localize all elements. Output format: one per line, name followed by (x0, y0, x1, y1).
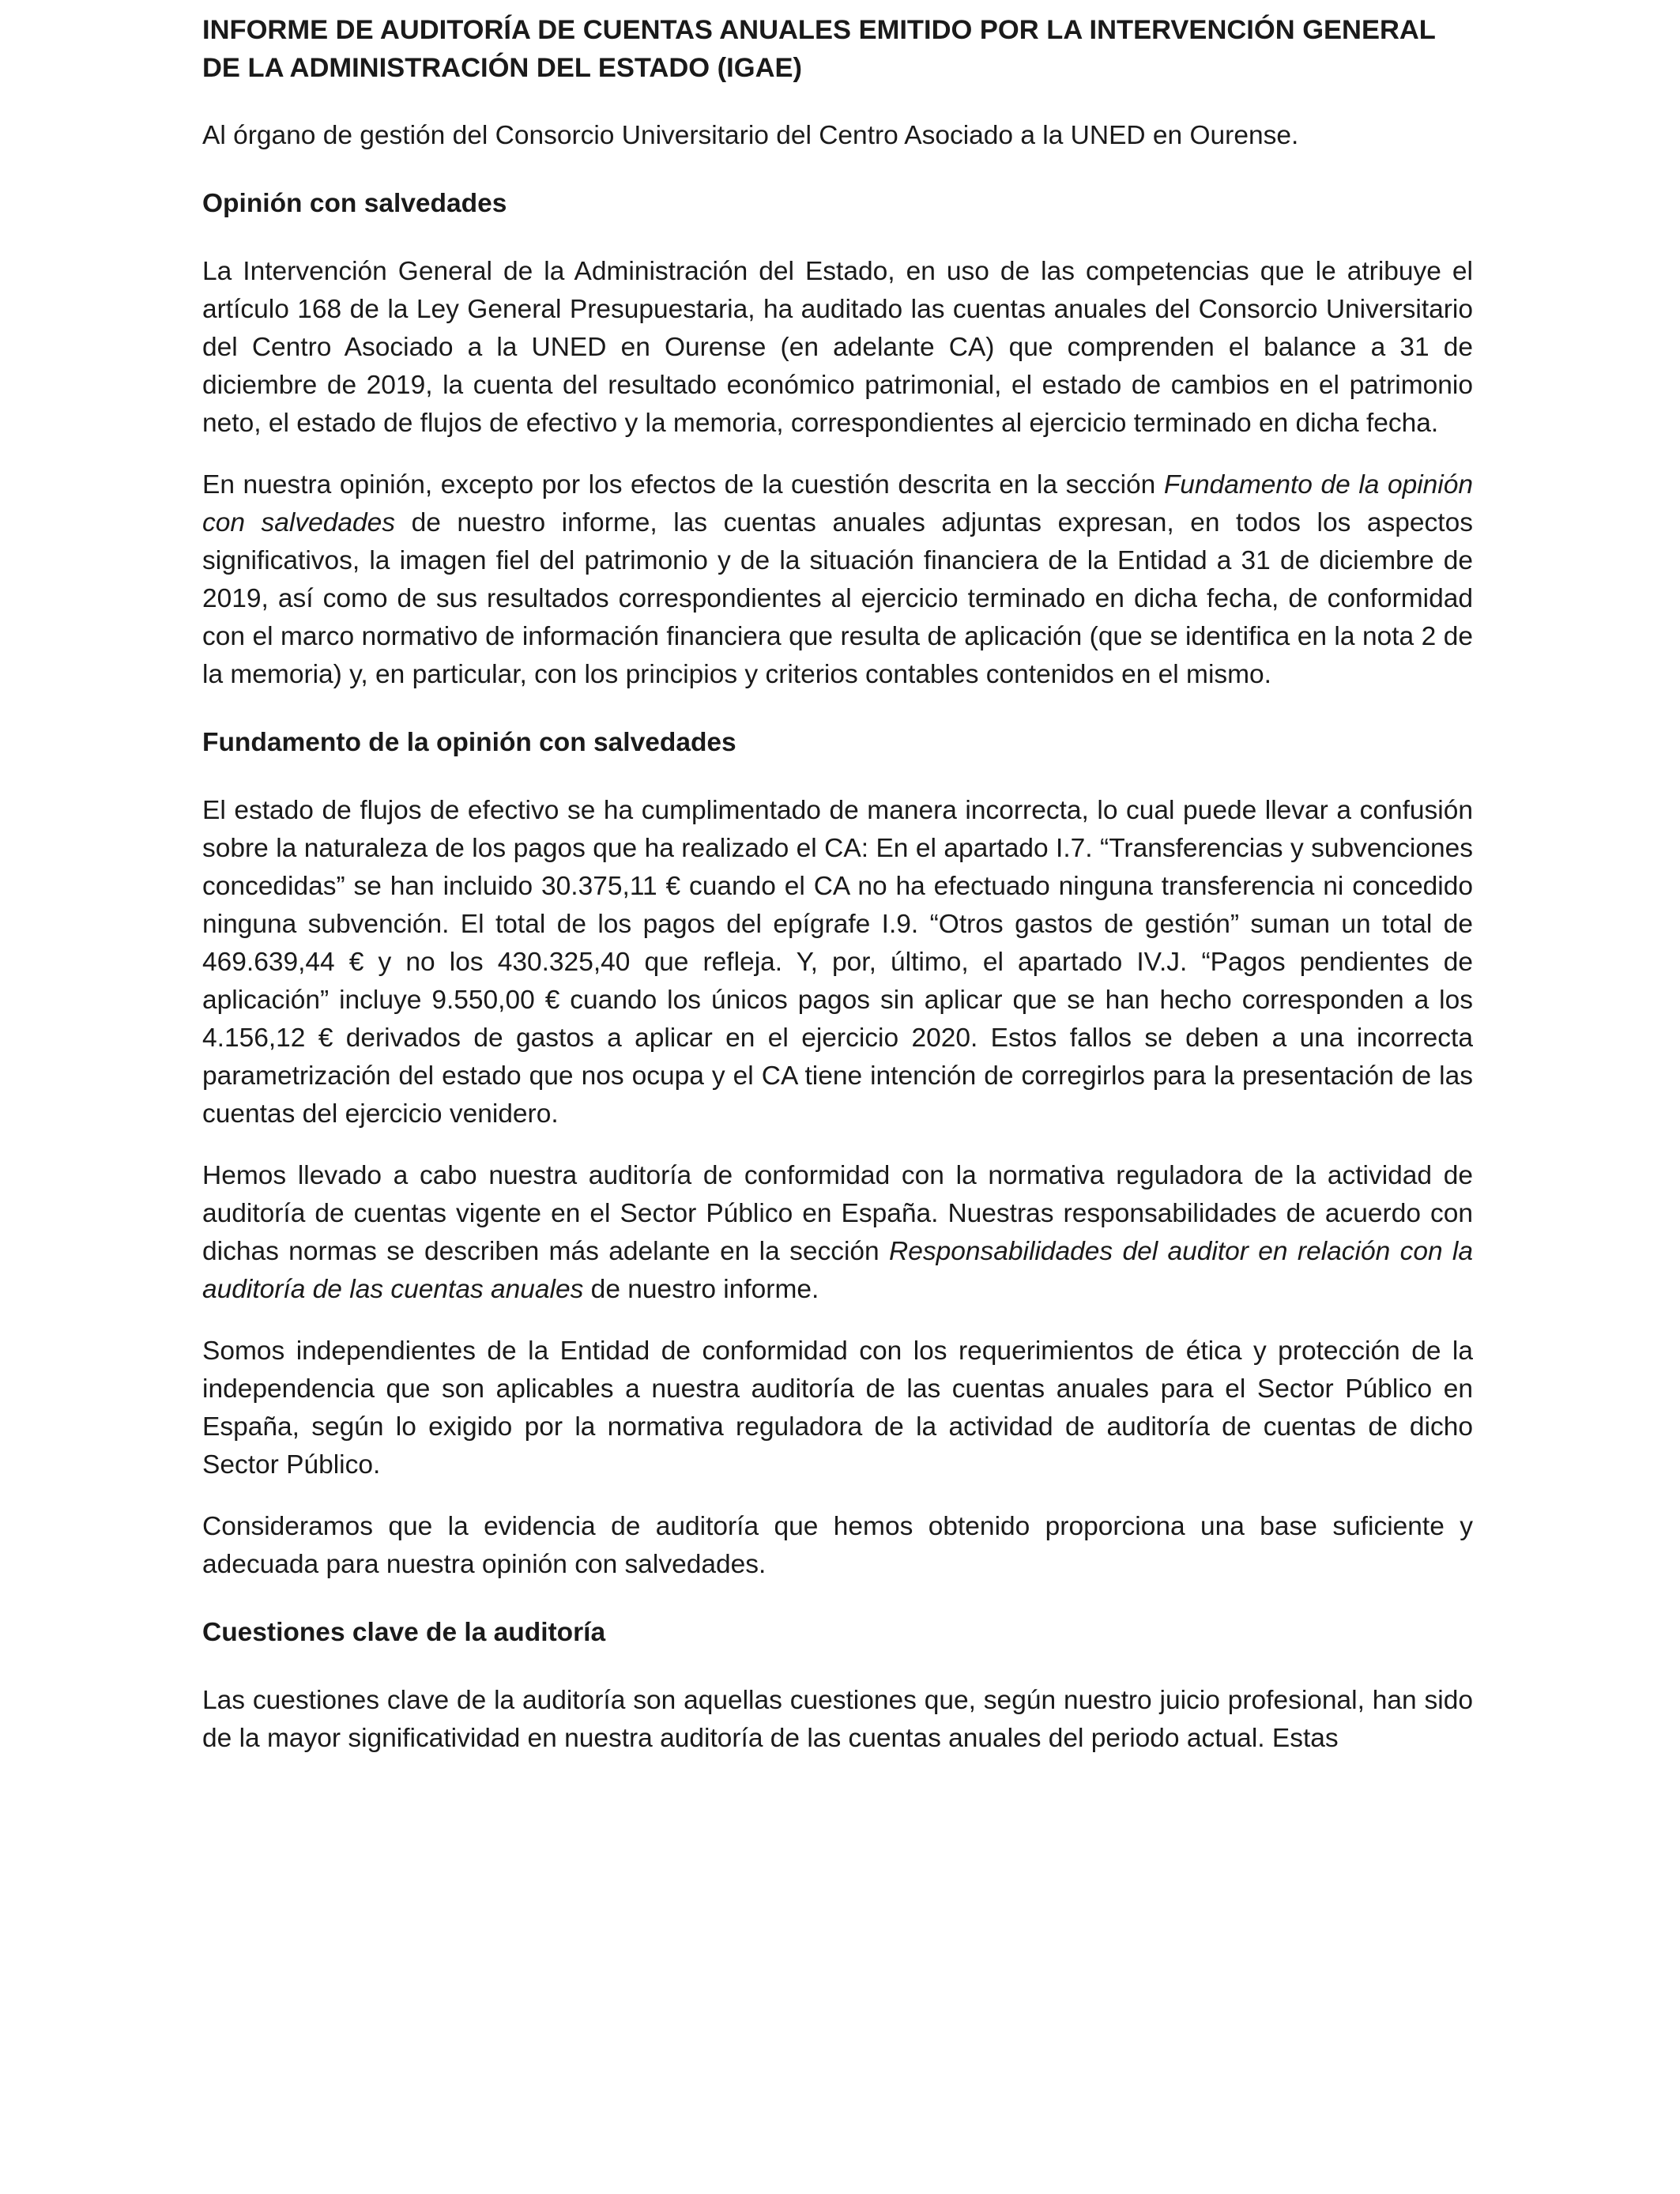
report-title: INFORME DE AUDITORÍA DE CUENTAS ANUALES EMITIDO POR LA INTERVENCIÓN GENERAL DE LA ADMINISTRACIÓN DEL ESTADO (IGAE) (202, 15, 1436, 83)
opinion-p2-text-a: En nuestra opinión, excepto por los efectos de la cuestión descrita en la sección (202, 470, 1164, 499)
fundamento-paragraph-3: Somos independientes de la Entidad de conformidad con los requerimientos de ética y protección de la independencia que son aplicables a nuestra auditoría de las cuentas anuales para el Sector Público en España, según lo exigido por la normativa reguladora de la actividad de auditoría de cuentas de dicho Sector Público. (202, 1336, 1473, 1480)
fundamento-p2-italic: Responsabilidades del auditor en relación con la auditoría de las cuentas anuales (202, 1237, 1474, 1304)
fundamento-p2-text-b: de nuestro informe. (583, 1275, 819, 1304)
cuestiones-paragraph-1: Las cuestiones clave de la auditoría son aquellas cuestiones que, según nuestro juicio profesional, han sido de la mayor significatividad en nuestra auditoría de las cuentas anuales del periodo actual. Estas (202, 1686, 1473, 1753)
addressee-line: Al órgano de gestión del Consorcio Universitario del Centro Asociado a la UNED en Ourense. (202, 121, 1299, 150)
fundamento-paragraph-4: Consideramos que la evidencia de auditoría que hemos obtenido proporciona una base suficiente y adecuada para nuestra opinión con salvedades. (202, 1512, 1473, 1579)
fundamento-paragraph-2 (202, 1157, 1473, 1309)
opinion-p2-italic: Fundamento de la opinión con salvedades (202, 470, 1473, 537)
cuestiones-heading: Cuestiones clave de la auditoría (202, 1618, 606, 1647)
opinion-paragraph-2 (202, 466, 1473, 694)
opinion-p2-text-b: de nuestro informe, las cuentas anuales adjuntas expresan, en todos los aspectos significativos, la imagen fiel del patrimonio y de la situación financiera de la Entidad a 31 de diciembre de 2019, así como de sus resultados correspondientes al ejercicio terminado en dicha fecha, de conformidad con el marco normativo de información financiera que resulta de aplicación (que se identifica en la nota 2 de la memoria) y, en particular, con los principios y criterios contables contenidos en el mismo. (202, 508, 1473, 689)
fundamento-heading: Fundamento de la opinión con salvedades (202, 728, 736, 757)
opinion-heading: Opinión con salvedades (202, 189, 507, 218)
opinion-paragraph-1: La Intervención General de la Administración del Estado, en uso de las competencias que le atribuye el artículo 168 de la Ley General Presupuestaria, ha auditado las cuentas anuales del Consorcio Universitario del Centro Asociado a la UNED en Ourense (en adelante CA) que comprenden el balance a 31 de diciembre de 2019, la cuenta del resultado económico patrimonial, el estado de cambios en el patrimonio neto, el estado de flujos de efectivo y la memoria, correspondientes al ejercicio terminado en dicha fecha. (202, 257, 1473, 438)
document-page (202, 11, 1473, 1781)
fundamento-p2-text-a: Hemos llevado a cabo nuestra auditoría de conformidad con la normativa reguladora de la actividad de auditoría de cuentas vigente en el Sector Público en España. Nuestras responsabilidades de acuerdo con dichas normas se describen más adelante en la sección (202, 1161, 1473, 1266)
fundamento-paragraph-1: El estado de flujos de efectivo se ha cumplimentado de manera incorrecta, lo cual puede llevar a confusión sobre la naturaleza de los pagos que ha realizado el CA: En el apartado I.7. “Transferencias y subvenciones concedidas” se han incluido 30.375,11 € cuando el CA no ha efectuado ninguna transferencia ni concedido ninguna subvención. El total de los pagos del epígrafe I.9. “Otros gastos de gestión” suman un total de 469.639,44 € y no los 430.325,40 que refleja. Y, por, último, el apartado IV.J. “Pagos pendientes de aplicación” incluye 9.550,00 € cuando los únicos pagos sin aplicar que se han hecho corresponden a los 4.156,12 € derivados de gastos a aplicar en el ejercicio 2020. Estos fallos se deben a una incorrecta parametrización del estado que nos ocupa y el CA tiene intención de corregirlos para la presentación de las cuentas del ejercicio venidero. (202, 796, 1473, 1129)
